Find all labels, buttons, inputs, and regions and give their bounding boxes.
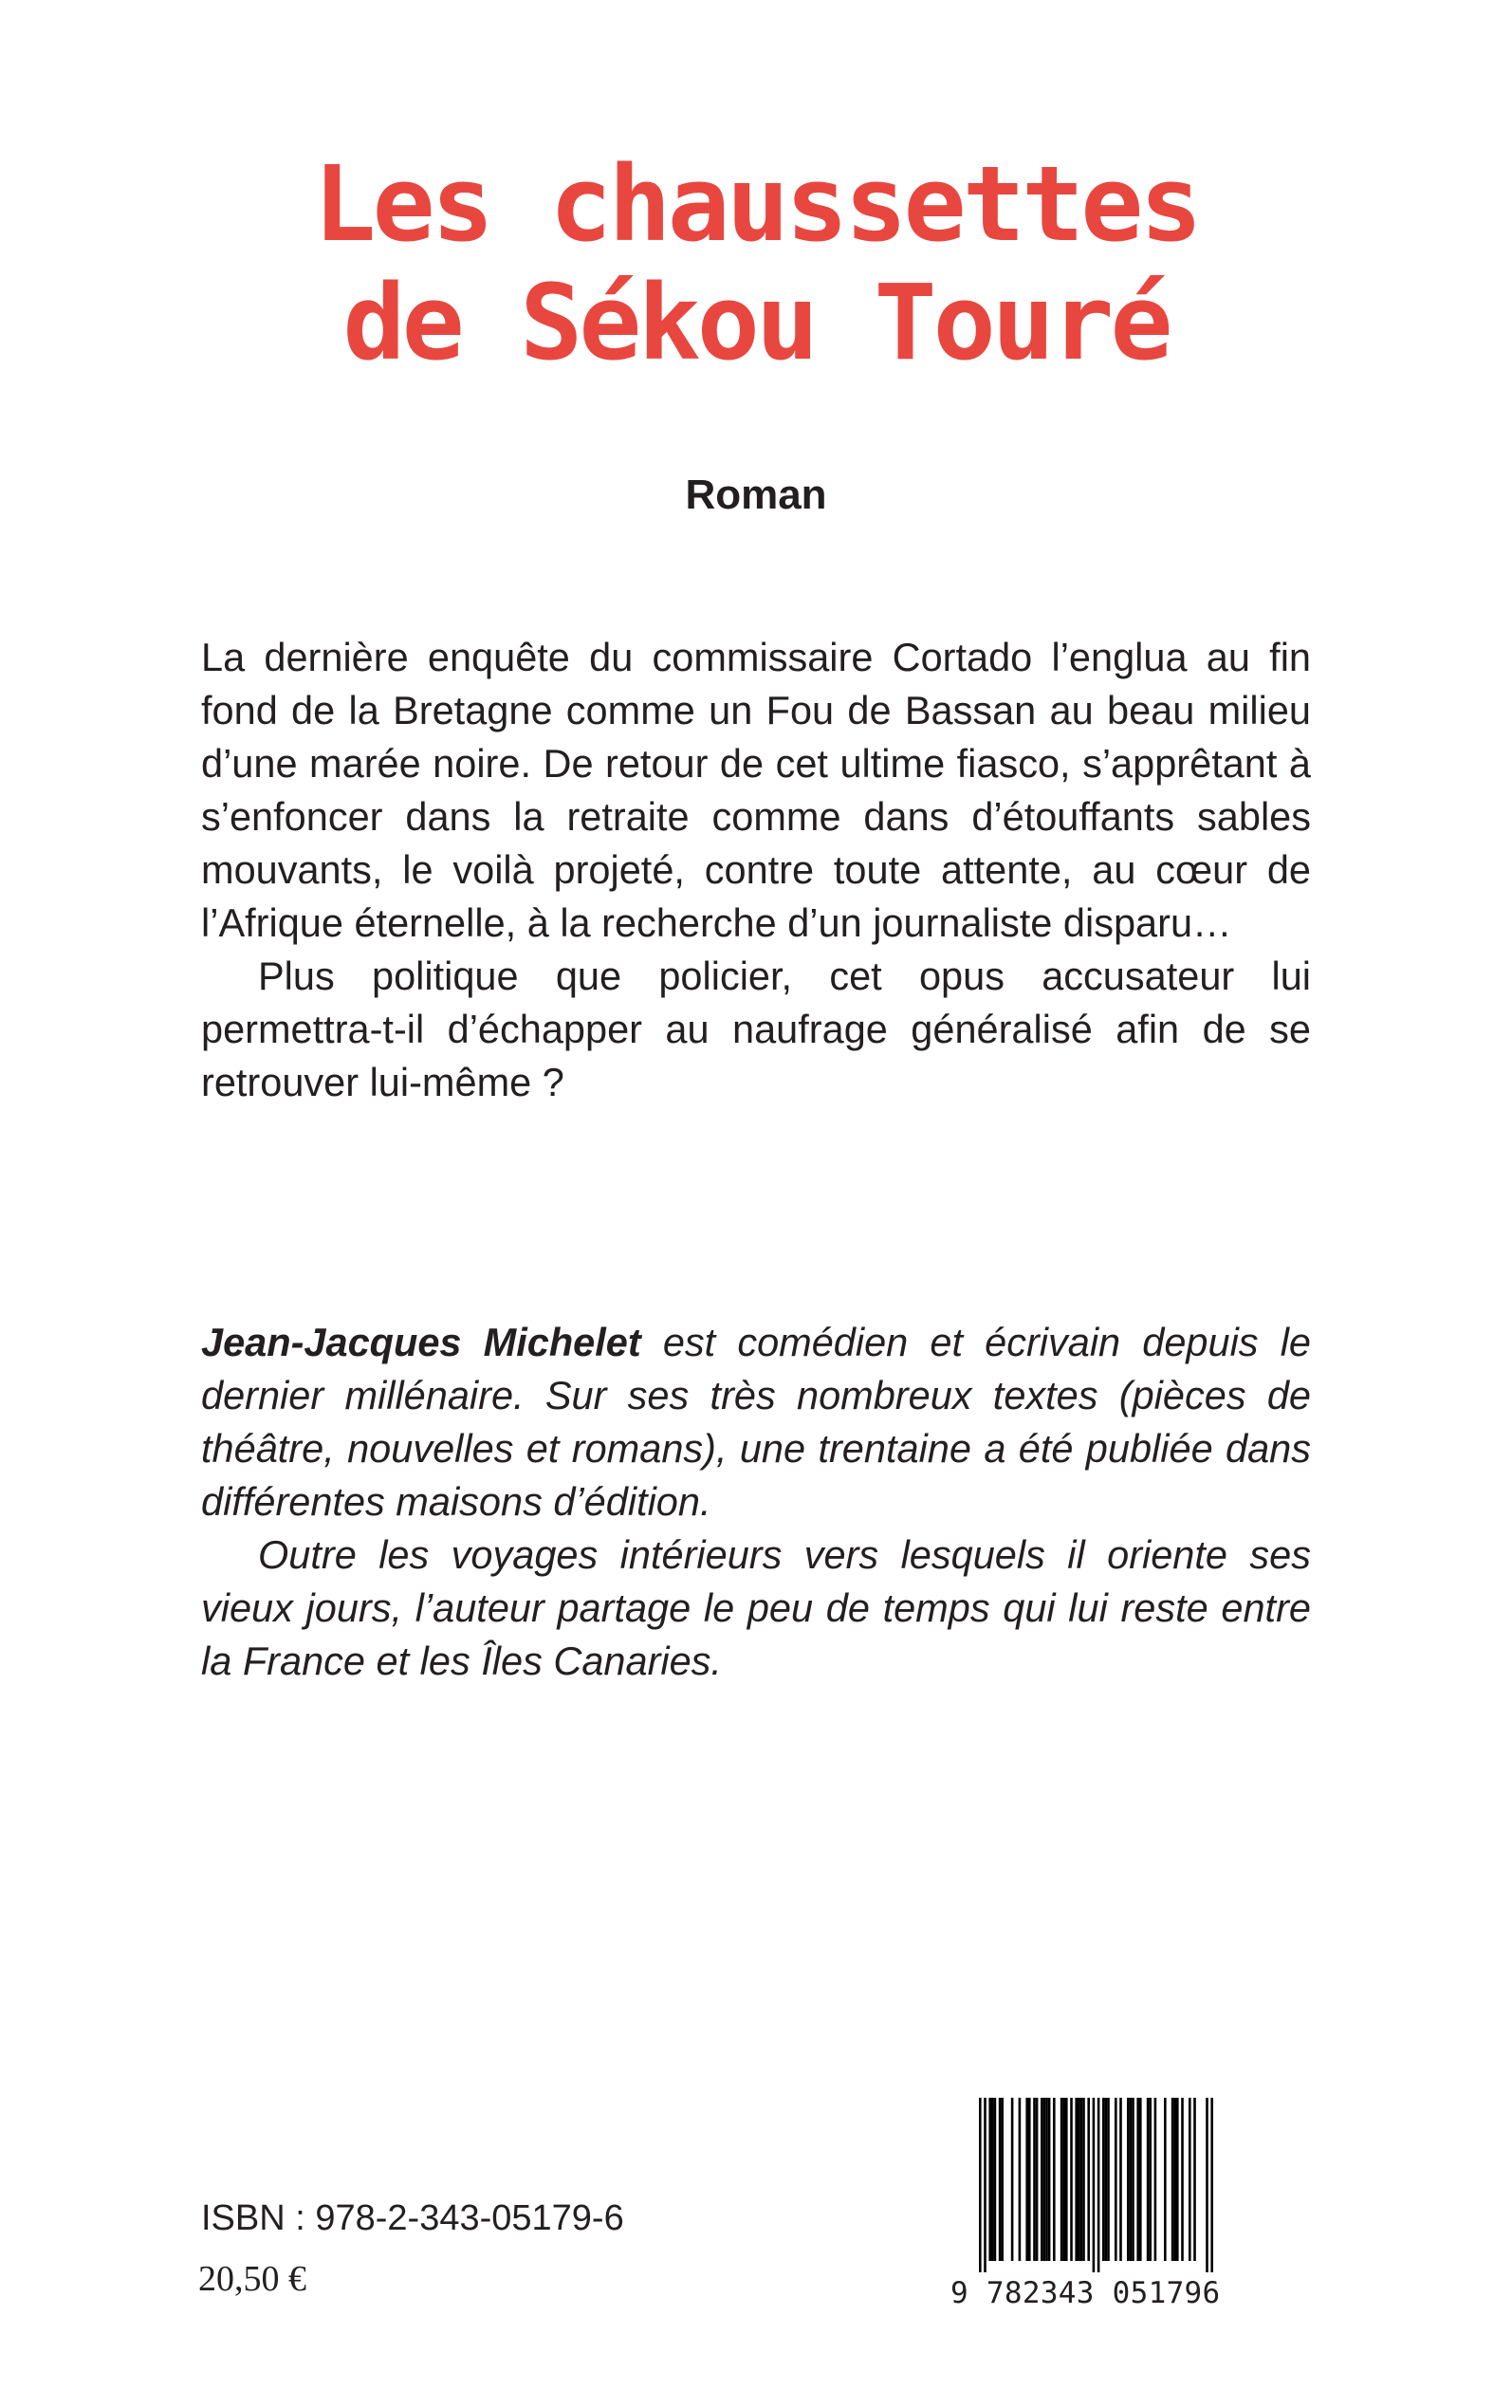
barcode-bar (1130, 2098, 1133, 2261)
barcode-bar (1154, 2098, 1157, 2261)
book-title-line-2: de Sékou Touré (342, 262, 1170, 383)
barcode-bar (1149, 2098, 1152, 2261)
author-bio-text: est comédien et écrivain depuis le dernier millénaire. Sur ses très nombreux textes (pièces de théâtre, nouvelles et romans), une trentaine a été publiée dans différentes maisons d’édition. (201, 1320, 1311, 1524)
book-title-line-1: Les chaussettes (313, 143, 1199, 265)
barcode-bar (1078, 2098, 1080, 2261)
price: 20,50 € (198, 2259, 306, 2299)
barcode-bar (1115, 2098, 1117, 2261)
barcode-bar (1139, 2098, 1142, 2261)
barcode-bar (1097, 2098, 1100, 2272)
barcode-bar (1210, 2098, 1213, 2272)
synopsis (201, 631, 1311, 1109)
barcode-bar (999, 2098, 1002, 2261)
author-bio-paragraph-1 (201, 1316, 1311, 1528)
barcode-bar (1019, 2098, 1022, 2261)
barcode-bar (984, 2098, 986, 2272)
barcode-bar (979, 2098, 982, 2272)
barcode-bar (1132, 2098, 1134, 2261)
barcode-bar (1065, 2098, 1068, 2261)
barcode-bar (1048, 2098, 1051, 2261)
barcode-bar (1075, 2098, 1078, 2261)
barcode-bar (991, 2098, 994, 2261)
barcode (950, 2092, 1271, 2310)
barcode-bar (1045, 2098, 1048, 2261)
barcode-bar (988, 2098, 991, 2261)
barcode-bar (1136, 2098, 1139, 2261)
barcode-bar (1028, 2098, 1031, 2261)
barcode-bar (1107, 2098, 1110, 2261)
barcode-digits: 9 782343 051796 (950, 2276, 1221, 2310)
barcode-bar (1171, 2098, 1174, 2261)
author-bio (201, 1316, 1311, 1688)
author-bio-paragraph-2: Outre les voyages intérieurs vers lesquels il oriente ses vieux jours, l’auteur partage le peu de temps qui lui reste entre la France et les Îles Canaries. (201, 1532, 1311, 1683)
isbn: ISBN : 978-2-343-05179-6 (201, 2198, 624, 2238)
barcode-bar (1036, 2098, 1039, 2261)
barcode-bar (1043, 2098, 1046, 2261)
barcode-bar (1041, 2098, 1043, 2261)
barcode-bars (950, 2092, 1271, 2274)
genre-label: Roman (685, 472, 827, 518)
barcode-bar (1189, 2098, 1191, 2261)
barcode-bar (994, 2098, 997, 2261)
synopsis-paragraph-1: La dernière enquête du commissaire Cortado l’englua au fin fond de la Bretagne comme un Fou de Bassan au beau milieu d’une marée noire. De retour de cet ultime fiasco, s’apprêtant à s’enfoncer dans la retraite comme dans d’étouffants sables mouvants, le voilà projeté, contre toute attente, au cœur de l’Afrique éternelle, à la recherche d’un journaliste disparu… (201, 635, 1311, 945)
barcode-bar (1060, 2098, 1063, 2261)
barcode-bar (1147, 2098, 1150, 2261)
barcode-bar (1173, 2098, 1176, 2261)
barcode-bar (1181, 2098, 1184, 2261)
barcode-bar (1127, 2098, 1130, 2261)
barcode-bar (1001, 2098, 1004, 2261)
barcode-bar (1070, 2098, 1073, 2261)
barcode-bar (1093, 2098, 1096, 2272)
barcode-bar (1119, 2098, 1122, 2261)
synopsis-paragraph-2: Plus politique que policier, cet opus accusateur lui permettra-t-il d’échapper au naufrage généralisé afin de se retrouver lui-même ? (201, 954, 1311, 1104)
barcode-bar (1102, 2098, 1105, 2261)
barcode-bar (1062, 2098, 1065, 2261)
barcode-bar (1176, 2098, 1179, 2261)
barcode-bar (1053, 2098, 1056, 2261)
barcode-bar (1082, 2098, 1085, 2261)
barcode-bar (1033, 2098, 1036, 2261)
barcode-bar (1025, 2098, 1028, 2261)
barcode-bar (1011, 2098, 1014, 2261)
barcode-bar (1105, 2098, 1108, 2261)
barcode-bar (1206, 2098, 1208, 2272)
barcode-bar (1164, 2098, 1167, 2261)
barcode-bar (1193, 2098, 1196, 2261)
author-name: Jean-Jacques Michelet (201, 1320, 641, 1364)
barcode-bar (1080, 2098, 1083, 2261)
barcode-bar (1087, 2098, 1090, 2261)
